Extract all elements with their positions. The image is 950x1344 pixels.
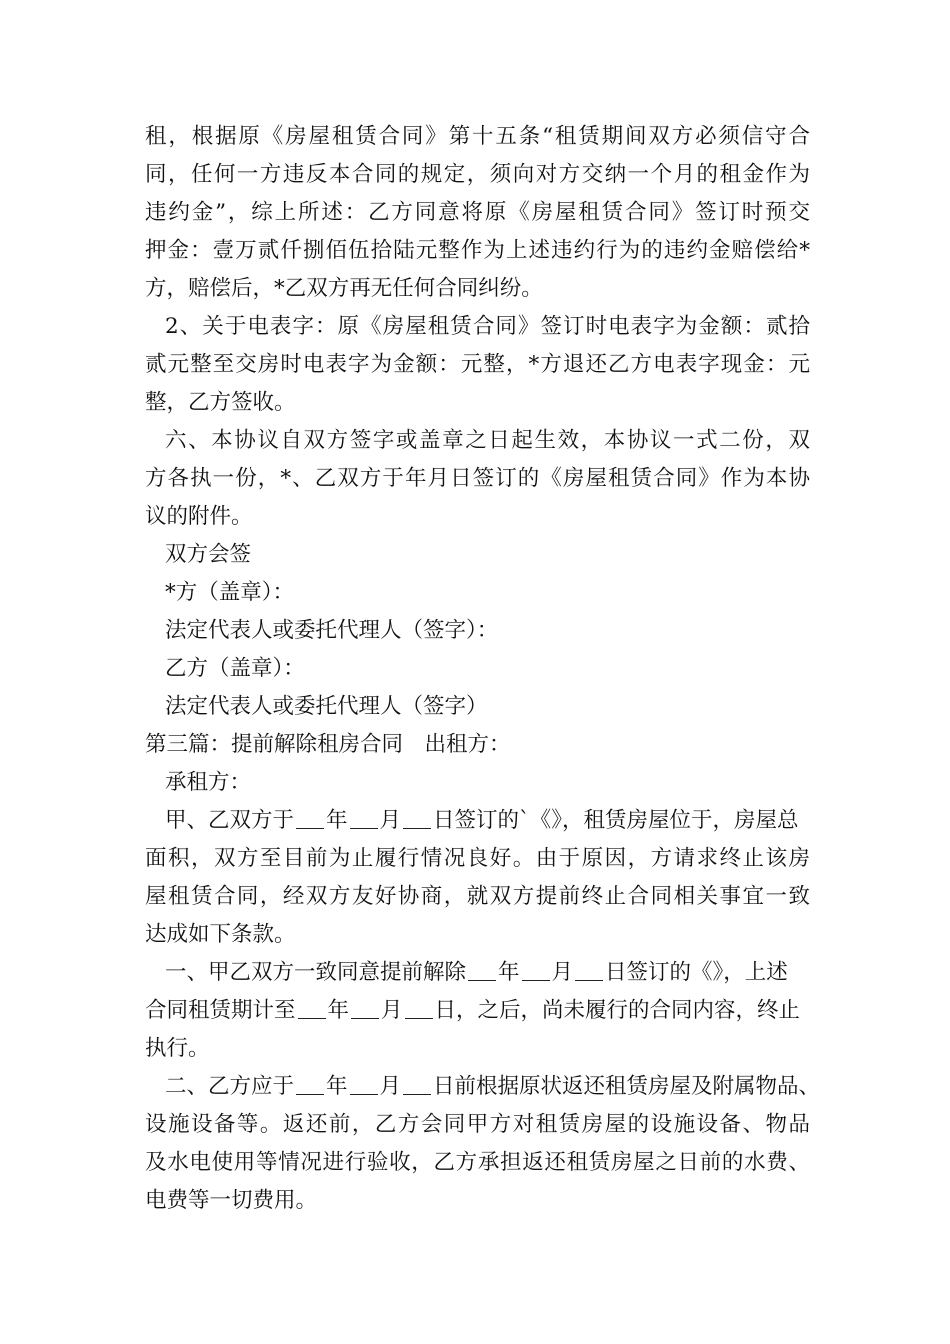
text-segment: 月	[379, 1074, 402, 1099]
text-segment: 年	[498, 960, 520, 985]
text-line: *方（盖章）：	[165, 580, 295, 605]
text-line: 六、本协议自双方签字或盖章之日起生效，本协议一式二份，双	[165, 428, 810, 453]
text-line: 方各执一份，*、乙双方于年月日签订的《房屋租赁合同》作为本协	[145, 466, 810, 491]
text-line: 方，赔偿后，*乙双方再无任何合同纠纷。	[145, 276, 543, 301]
text-segment: 合同租赁期计至	[145, 998, 296, 1023]
blank-field	[522, 962, 550, 981]
text-line	[145, 954, 810, 992]
text-line: 执行。	[145, 1036, 210, 1061]
section-heading: 第三篇：提前解除租房合同 出租方：	[145, 732, 511, 757]
text-line	[145, 992, 810, 1030]
text-segment: 年	[326, 808, 348, 833]
text-line	[145, 802, 810, 840]
text-segment: 年	[327, 998, 350, 1023]
text-line: 法定代表人或委托代理人（签字）	[165, 694, 488, 719]
text-line: 租，根据原《房屋租赁合同》第十五条“租赁期间双方必须信守合	[145, 124, 810, 149]
blank-field	[296, 810, 324, 829]
text-segment: 月	[551, 960, 574, 985]
text-line: 双方会签	[165, 542, 252, 567]
text-segment: 日签订的《》，上述	[605, 960, 788, 985]
blank-field	[350, 1076, 378, 1095]
text-line: 贰元整至交房时电表字为金额：元整，*方退还乙方电表字现金：元	[145, 352, 810, 377]
text-segment: 日前根据原状返还租赁房屋及附属物品、	[433, 1074, 821, 1099]
text-segment: 日，之后，尚未履行的合同内容，终止	[434, 998, 801, 1023]
text-line: 承租方：	[165, 770, 252, 795]
blank-field	[298, 1000, 326, 1019]
blank-field	[575, 962, 603, 981]
text-segment: 甲、乙双方于	[165, 808, 295, 833]
text-segment: 二、乙方应于	[165, 1074, 295, 1099]
blank-field	[350, 810, 378, 829]
text-line: 同，任何一方违反本合同的规定，须向对方交纳一个月的租金作为	[145, 162, 810, 187]
text-line: 违约金”，综上所述：乙方同意将原《房屋租赁合同》签订时预交	[145, 200, 810, 225]
text-line: 押金：壹万贰仟捌佰伍拾陆元整作为上述违约行为的违约金赔偿给*	[145, 238, 810, 263]
text-line: 议的附件。	[145, 504, 253, 529]
text-line	[145, 1068, 821, 1106]
blank-field	[296, 1076, 324, 1095]
text-line: 整，乙方签收。	[145, 390, 296, 415]
document-body	[145, 118, 821, 1220]
blank-field	[351, 1000, 379, 1019]
text-segment: 一、甲乙双方一致同意提前解除	[165, 960, 467, 985]
text-segment: 年	[326, 1074, 348, 1099]
text-line: 法定代表人或委托代理人（签字）：	[165, 618, 499, 643]
blank-field	[403, 810, 431, 829]
text-line: 电费等一切费用。	[145, 1188, 318, 1213]
text-line: 达成如下条款。	[145, 922, 296, 947]
text-line: 设施设备等。返还前，乙方会同甲方对租赁房屋的设施设备、物品	[145, 1112, 810, 1137]
text-line: 2、关于电表字：原《房屋租赁合同》签订时电表字为金额：贰拾	[165, 314, 810, 339]
blank-field	[468, 962, 496, 981]
text-line: 及水电使用等情况进行验收，乙方承担返还租赁房屋之日前的水费、	[145, 1150, 810, 1175]
text-line: 面积，双方至目前为止履行情况良好。由于原因，方请求终止该房	[145, 846, 810, 871]
text-segment: 月	[381, 998, 403, 1023]
text-line: 屋租赁合同，经双方友好协商，就双方提前终止合同相关事宜一致	[145, 884, 810, 909]
blank-field	[403, 1076, 431, 1095]
text-segment: 日签订的`《》，租赁房屋位于，房屋总	[433, 808, 799, 833]
blank-field	[405, 1000, 433, 1019]
text-segment: 月	[379, 808, 402, 833]
text-line: 乙方（盖章）：	[165, 656, 305, 681]
